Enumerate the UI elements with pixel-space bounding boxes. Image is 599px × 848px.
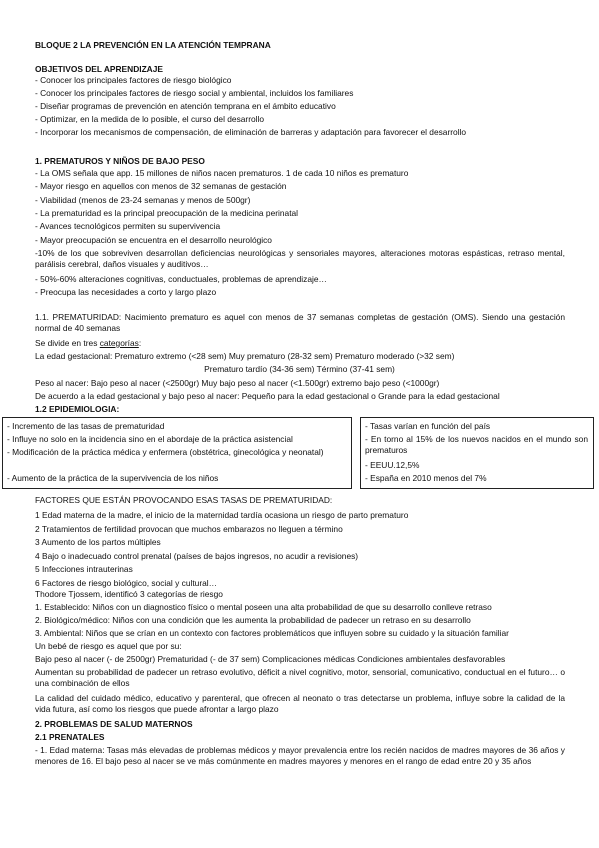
objectives-heading: OBJETIVOS DEL APRENDIZAJE	[35, 64, 163, 74]
epidemiology-right-box	[360, 417, 594, 489]
prematurity-definition: 1.1. PREMATURIDAD: Nacimiento prematuro es aquel con menos de 37 semanas completas de gestación (OMS). Siendo una gestación normal de 40 semanas	[35, 312, 565, 333]
birth-weight-line: Peso al nacer: Bajo peso al nacer (<2500gr) Muy bajo peso al nacer (<1.500gr) extremo bajo peso (<1000gr)	[35, 378, 440, 388]
objective-item: - Conocer los principales factores de riesgo biológico	[35, 75, 232, 85]
gestational-age-line: La edad gestacional: Prematuro extremo (<28 sem) Muy prematuro (28-32 sem) Prematuro moderado (>32 sem)	[35, 351, 455, 361]
section-1-item: - Viabilidad (menos de 23-24 semanas y menos de 500gr)	[35, 195, 251, 205]
risk-category: 2. Biológico/médico: Niños con una condición que les aumenta la probabilidad de padecer un retraso en su desarrollo	[35, 615, 471, 625]
section-2-heading: 2. PROBLEMAS DE SALUD MATERNOS	[35, 719, 193, 729]
categories-intro	[35, 338, 141, 349]
section-1-item: - La prematuridad es la principal preocupación de la medicina perinatal	[35, 208, 299, 218]
factor-item: 5 Infecciones intrauterinas	[35, 564, 133, 574]
epidemiology-right-item: - En torno al 15% de los nuevos nacidos en el mundo son prematuros	[365, 434, 588, 455]
factor-item: 3 Aumento de los partos múltiples	[35, 537, 161, 547]
factor-item: 1 Edad materna de la madre, el inicio de la maternidad tardía ocasiona un riesgo de parto prematuro	[35, 510, 409, 520]
categories-word: categorías	[99, 338, 139, 348]
gestational-age-line-2: Prematuro tardío (34-36 sem) Término (37-41 sem)	[204, 364, 395, 374]
risk-category: 1. Establecido: Niños con un diagnostico físico o mental poseen una alta probabilidad de que su desarrollo conlleve retraso	[35, 602, 492, 612]
epidemiology-left-box	[2, 417, 352, 489]
section-1-item: - 50%-60% alteraciones cognitivas, conductuales, problemas de aprendizaje…	[35, 274, 327, 284]
epidemiology-left-item: - Aumento de la práctica de la supervivencia de los niños	[7, 473, 219, 483]
section-1-item: -10% de los que sobreviven desarrollan deficiencias neurológicas y sensoriales mayores, alteraciones motoras espásticas, retraso mental, parálisis cerebral, daños visuales y auditivos…	[35, 248, 565, 269]
section-2-1-heading: 2.1 PRENATALES	[35, 732, 105, 742]
epidemiology-right-item: - Tasas varían en función del país	[365, 421, 491, 431]
section-1-item: - Mayor riesgo en aquellos con menos de 32 semanas de gestación	[35, 181, 287, 191]
objective-item: - Conocer los principales factores de riesgo social y ambiental, incluidos los familiares	[35, 88, 354, 98]
epidemiology-right-item: - España en 2010 menos del 7%	[365, 473, 487, 483]
factor-item: 2 Tratamientos de fertilidad provocan que muchos embarazos no lleguen a término	[35, 524, 343, 534]
risk-category: 3. Ambiental: Niños que se crían en un contexto con factores problemáticos que influyen sobre su cuidado y la situación familiar	[35, 628, 509, 638]
maternal-age-paragraph: - 1. Edad materna: Tasas más elevadas de problemas médicos y mayor prevalencia entre los recién nacidos de madres mayores de 36 años y menores de 16. El bajo peso al nacer se ve más comúnmente en madres mayores y menores en el rango de edad entre 20 y 35 años	[35, 745, 565, 766]
section-1-item: - La OMS señala que app. 15 millones de niños nacen prematuros. 1 de cada 10 niños es prematuro	[35, 168, 409, 178]
categories-intro-suffix: :	[138, 338, 142, 348]
epidemiology-heading: 1.2 EPIDEMIOLOGIA:	[35, 404, 120, 414]
section-1-item: - Mayor preocupación se encuentra en el desarrollo neurológico	[35, 235, 272, 245]
probability-paragraph: Aumentan su probabilidad de padecer un retraso evolutivo, déficit a nivel cognitivo, motor, sensorial, comunicativo, conductual en el futuro… o una combinación de ellos	[35, 667, 565, 688]
epidemiology-right-item: - EEUU.12,5%	[365, 460, 420, 470]
epidemiology-left-item: - Influye no solo en la incidencia sino en el abordaje de la práctica asistencial	[7, 434, 293, 444]
factor-item: 6 Factores de riesgo biológico, social y cultural…	[35, 578, 218, 588]
risk-factors-line: Bajo peso al nacer (- de 2500gr) Prematuridad (- de 37 sem) Complicaciones médicas Condiciones ambientales desfavorables	[35, 654, 506, 664]
section-1-heading: 1. PREMATUROS Y NIÑOS DE BAJO PESO	[35, 156, 205, 166]
section-1-item: - Avances tecnológicos permiten su supervivencia	[35, 221, 221, 231]
epidemiology-left-item: - Incremento de las tasas de prematuridad	[7, 421, 165, 431]
tjossem-line: Thodore Tjossem, identificó 3 categorías de riesgo	[35, 589, 223, 599]
baby-risk-line: Un bebé de riesgo es aquel que por su:	[35, 641, 182, 651]
objective-item: - Incorporar los mecanismos de compensación, de eliminación de barreras y adaptación para favorecer el desarrollo	[35, 127, 467, 137]
section-1-item: - Preocupa las necesidades a corto y largo plazo	[35, 287, 217, 297]
document-title: BLOQUE 2 LA PREVENCIÓN EN LA ATENCIÓN TEMPRANA	[35, 40, 271, 50]
categories-intro-prefix: Se divide en tres	[35, 338, 100, 348]
epidemiology-left-item: - Modificación de la práctica médica y enfermera (obstétrica, ginecológica y neonatal)	[7, 447, 324, 457]
factors-heading: FACTORES QUE ESTÁN PROVOCANDO ESAS TASAS DE PREMATURIDAD:	[35, 495, 333, 505]
objective-item: - Optimizar, en la medida de lo posible, el curso del desarrollo	[35, 114, 265, 124]
objective-item: - Diseñar programas de prevención en atención temprana en el ámbito educativo	[35, 101, 336, 111]
care-quality-paragraph: La calidad del cuidado médico, educativo y parenteral, que ofrecen al neonato o tras detectarse un problema, influye sobre la calidad de la vida futura, así como los riesgos que puede afrontar a largo plazo	[35, 693, 565, 714]
gestational-size-line: De acuerdo a la edad gestacional y bajo peso al nacer: Pequeño para la edad gestacional o Grande para la edad gestacional	[35, 391, 500, 401]
factor-item: 4 Bajo o inadecuado control prenatal (países de bajos ingresos, no acudir a revisiones)	[35, 551, 359, 561]
